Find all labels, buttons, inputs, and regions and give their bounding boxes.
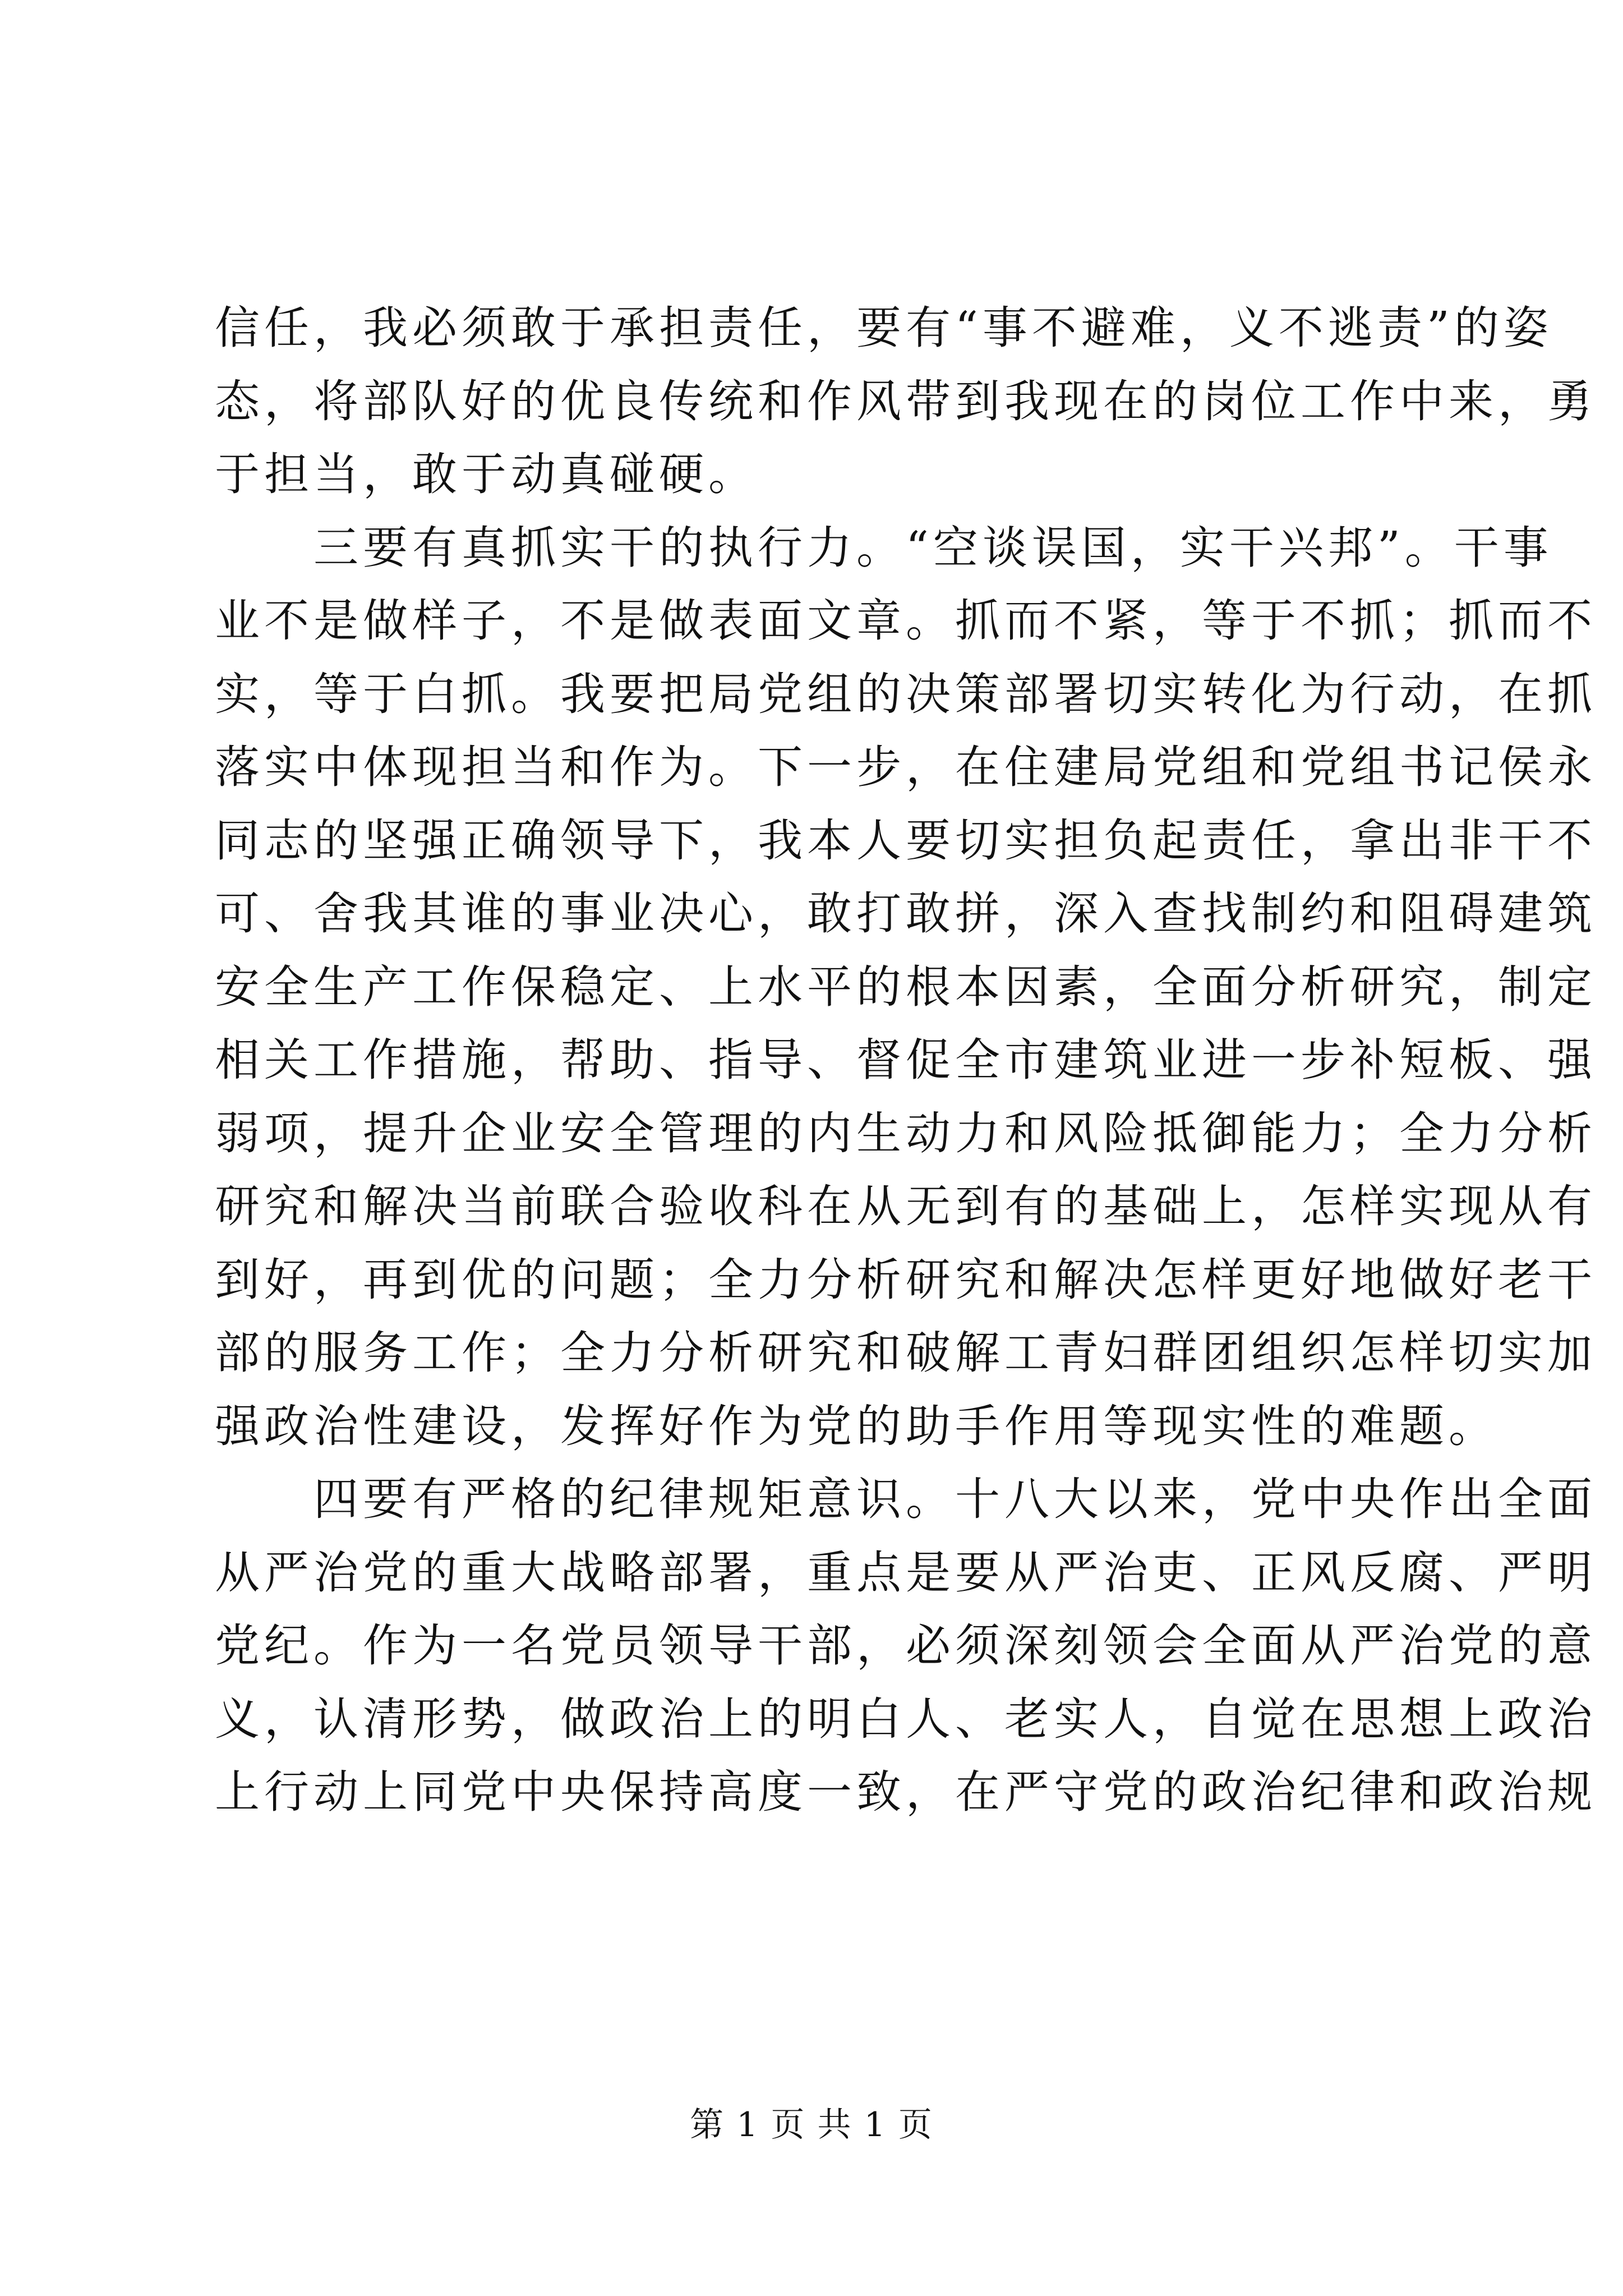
text-line: 态，将部队好的优良传统和作风带到我现在的岗位工作中来，勇 [215,375,1597,427]
text-line: 实，等于白抓。我要把局党组的决策部署切实转化为行动，在抓 [215,668,1597,720]
text-line: 党纪。作为一名党员领导干部，必须深刻领会全面从严治党的意 [215,1619,1597,1672]
text-line: 从严治党的重大战略部署，重点是要从严治吏、正风反腐、严明 [215,1546,1597,1599]
document-body [215,292,1597,1829]
text-line: 四要有严格的纪律规矩意识。十八大以来，党中央作出全面 [313,1473,1597,1525]
text-line: 安全生产工作保稳定、上水平的根本因素，全面分析研究，制定 [215,960,1597,1013]
text-line: 落实中体现担当和作为。下一步，在住建局党组和党组书记侯永 [215,741,1597,793]
text-line: 部的服务工作；全力分析研究和破解工青妇群团组织怎样切实加 [215,1327,1597,1379]
text-line: 同志的坚强正确领导下，我本人要切实担负起责任，拿出非干不 [215,814,1597,867]
text-line: 义，认清形势，做政治上的明白人、老实人，自觉在思想上政治 [215,1692,1597,1745]
text-line: 三要有真抓实干的执行力。“空谈误国，实干兴邦”。干事 [313,521,1553,574]
text-line: 相关工作措施，帮助、指导、督促全市建筑业进一步补短板、强 [215,1034,1597,1086]
text-line: 信任，我必须敢于承担责任，要有“事不避难，义不逃责”的姿 [215,302,1553,354]
text-line: 弱项，提升企业安全管理的内生动力和风险抵御能力；全力分析 [215,1107,1597,1159]
text-line: 研究和解决当前联合验收科在从无到有的基础上，怎样实现从有 [215,1180,1597,1232]
page-footer: 第 1 页 共 1 页 [690,2105,933,2145]
text-line: 业不是做样子，不是做表面文章。抓而不紧，等于不抓；抓而不 [215,595,1597,647]
text-line: 强政治性建设，发挥好作为党的助手作用等现实性的难题。 [215,1400,1498,1452]
text-line: 可、舍我其谁的事业决心，敢打敢拼，深入查找制约和阻碍建筑 [215,887,1597,940]
text-line: 到好，再到优的问题；全力分析研究和解决怎样更好地做好老干 [215,1253,1597,1306]
text-line: 上行动上同党中央保持高度一致，在严守党的政治纪律和政治规 [215,1766,1597,1818]
text-line: 于担当，敢于动真碰硬。 [215,448,758,500]
